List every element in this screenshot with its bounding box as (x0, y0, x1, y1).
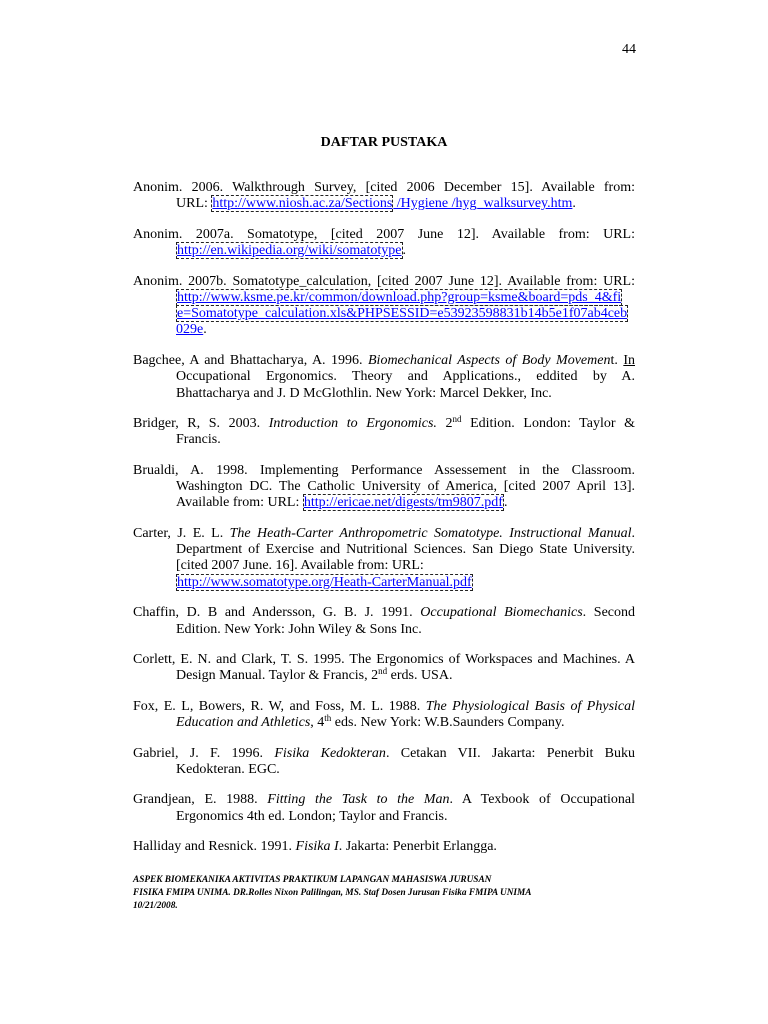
reference-list (133, 180, 635, 870)
reference-text: [cited 2007 June. 16]. Available from: URL: (176, 558, 424, 574)
ordinal-suffix: nd (452, 414, 462, 425)
reference-line (133, 180, 635, 196)
reference-text: Department of Exercise and Nutritional Sciences. San Diego State University. (176, 542, 635, 558)
reference-text: Anonim. 2006. Walkthrough Survey, [cited 2006 December 15]. Available from: (133, 180, 635, 195)
reference-line (133, 386, 635, 402)
reference-link[interactable]: /Hygiene /hyg_walksurvey.htm (393, 196, 573, 212)
reference-text: Francis. (176, 432, 221, 448)
reference-line (133, 353, 635, 369)
reference-item (133, 605, 635, 638)
reference-line (133, 575, 635, 591)
reference-text: . (631, 525, 635, 541)
reference-line (133, 479, 635, 495)
page-title: DAFTAR PUSTAKA (320, 135, 448, 150)
footer-line: 10/21/2008. (133, 901, 178, 911)
reference-text: . (203, 322, 207, 338)
reference-line (133, 274, 635, 290)
reference-item (133, 416, 635, 449)
reference-line (133, 622, 635, 638)
reference-title: Introduction to Ergonomics. (268, 416, 437, 432)
reference-item (133, 180, 635, 213)
footer-line: ASPEK BIOMEKANIKA AKTIVITAS PRAKTIKUM LAPANGAN MAHASISWA JURUSAN (133, 875, 492, 885)
reference-text: URL: (176, 196, 212, 212)
reference-line (133, 495, 635, 511)
reference-line (133, 839, 635, 855)
reference-text: Bridger, R, S. 2003. (133, 416, 269, 432)
reference-text: Grandjean, E. 1988. (133, 792, 268, 808)
reference-item (133, 274, 635, 339)
reference-text: . (572, 196, 576, 212)
reference-text: Anonim. 2007a. Somatotype, [cited 2007 June 12]. Available from: URL: (133, 226, 635, 242)
reference-line (133, 558, 635, 574)
reference-text: . Cetakan VII. Jakarta: Penerbit Buku (385, 745, 636, 761)
reference-text: Halliday and Resnick. 1991. (133, 839, 296, 855)
reference-title: The Heath-Carter Anthropometric Somatotype. Instructional Manual (229, 525, 632, 541)
reference-title: The Physiological Basis of Physical (425, 698, 636, 714)
reference-line (133, 605, 635, 621)
reference-link[interactable]: 029e (176, 322, 204, 338)
reference-text: Kedokteran. EGC. (176, 761, 280, 777)
reference-text: Fox, E. L, Bowers, R. W, and Foss, M. L. 1988. (133, 698, 426, 714)
reference-line (133, 762, 635, 778)
reference-line (133, 432, 635, 448)
reference-link[interactable]: http://www.somatotype.org/Heath-CarterManual.pdf (177, 574, 472, 590)
reference-line (133, 542, 635, 558)
reference-text: . A Texbook of Occupational (449, 792, 635, 808)
reference-line (133, 715, 635, 731)
reference-line (133, 322, 635, 338)
reference-link[interactable]: http://en.wikipedia.org/wiki/somatotype (177, 243, 402, 259)
reference-line (133, 243, 635, 259)
reference-text: Edition. London: Taylor & (461, 416, 636, 432)
reference-item (133, 746, 635, 779)
reference-text: Design Manual. Taylor & Francis, 2 (176, 668, 379, 684)
reference-text: t. (610, 352, 624, 368)
reference-line (133, 416, 635, 432)
reference-text: . (503, 495, 508, 511)
reference-text: Washington DC. The Catholic University of America, [cited 2007 April 13]. (176, 479, 635, 495)
reference-text: Chaffin, D. B and Andersson, G. B. J. 1991. (133, 605, 421, 621)
reference-text: , 4 (310, 715, 325, 731)
ordinal-suffix: nd (378, 666, 388, 677)
reference-text: Brualdi, A. 1998. Implementing Performance Assessement in the Classroom. (133, 462, 635, 478)
reference-link[interactable]: http://www.niosh.ac.za/Sections (212, 196, 393, 212)
reference-line (133, 306, 635, 322)
reference-line (133, 227, 635, 243)
reference-text: erds. USA. (387, 668, 453, 684)
reference-text: . Second (582, 605, 635, 621)
reference-text: 2 (436, 416, 453, 432)
reference-link[interactable]: e=Somatotype_calculation.xls&PHPSESSID=e53923598831b14b5e1f07ab4ceb (177, 306, 628, 322)
reference-line (133, 369, 635, 385)
reference-link[interactable]: http://www.ksme.pe.kr/common/download.php?group=ksme&board=pds_4&fi (177, 289, 622, 305)
reference-item (133, 353, 635, 402)
reference-text: Ergonomics 4th ed. London; Taylor and Francis. (176, 808, 448, 824)
reference-line (133, 746, 635, 762)
reference-item (133, 839, 635, 855)
reference-item (133, 463, 635, 512)
reference-text: . Jakarta: Penerbit Erlangga. (338, 839, 497, 855)
reference-text: Gabriel, J. F. 1996. (133, 745, 275, 761)
reference-line (133, 463, 635, 479)
reference-item (133, 652, 635, 685)
reference-line (133, 668, 635, 684)
reference-title: Fisika Kedokteran (274, 745, 386, 761)
reference-item (133, 227, 635, 260)
page-number: 44 (622, 42, 636, 57)
reference-text: Carter, J. E. L. (133, 525, 230, 541)
reference-text: Anonim. 2007b. Somatotype_calculation, [cited 2007 June 12]. Available from: URL: (133, 273, 635, 289)
reference-in-keyword: In (623, 352, 635, 368)
reference-item (133, 526, 635, 591)
reference-text: Bhattacharya and J. D McGlothlin. New York: Marcel Dekker, Inc. (176, 385, 552, 401)
reference-text: Edition. New York: John Wiley & Sons Inc. (176, 621, 422, 637)
reference-title: Fitting the Task to the Man (267, 792, 450, 808)
footer-note (133, 874, 532, 913)
footer-line: FISIKA FMIPA UNIMA. DR.Rolles Nixon Palilingan, MS. Staf Dosen Jurusan Fisika FMIPA UNIMA (133, 888, 532, 898)
reference-text: Occupational Ergonomics. Theory and Applications., eddited by A. (176, 369, 635, 385)
reference-title: Fisika I (295, 839, 339, 855)
reference-line (133, 526, 635, 542)
reference-text: . (402, 243, 406, 259)
reference-line (133, 792, 635, 808)
reference-text: Bagchee, A and Bhattacharya, A. 1996. (133, 352, 368, 368)
reference-line (133, 290, 635, 306)
reference-title: Biomechanical Aspects of Body Movemen (368, 352, 611, 368)
reference-title: Occupational Biomechanics (420, 605, 583, 621)
reference-item (133, 792, 635, 825)
reference-text: Corlett, E. N. and Clark, T. S. 1995. The Ergonomics of Workspaces and Machines. A (133, 652, 635, 668)
reference-line (133, 809, 635, 825)
reference-link[interactable]: http://ericae.net/digests/tm9807.pdf (303, 495, 503, 511)
reference-text: eds. New York: W.B.Saunders Company. (331, 715, 565, 731)
reference-line (133, 196, 635, 212)
reference-text: Available from: URL: (176, 495, 303, 511)
reference-title: Education and Athletics (176, 715, 311, 731)
reference-line (133, 699, 635, 715)
reference-item (133, 699, 635, 732)
ordinal-suffix: th (324, 713, 332, 724)
